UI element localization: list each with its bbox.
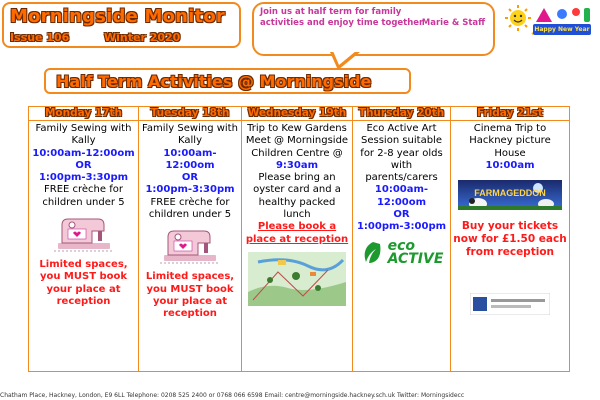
meeting-point: Meet @ Morningside Children Centre @ [245, 135, 349, 159]
welcome-message: Join us at half term for family activities and enjoy time together [260, 7, 424, 28]
sun-icon [505, 5, 531, 31]
day-cell-thursday [353, 121, 450, 371]
sewing-machine-icon [158, 225, 222, 265]
partner-logo-icon [470, 293, 550, 315]
eco-logo-line2: ACTIVE [387, 250, 444, 267]
speech-bubble-tail-fill [333, 51, 356, 65]
booking-warning: Limited spaces, you MUST book your place at reception [145, 271, 235, 320]
activity-title: Family Sewing with Kally [142, 123, 238, 147]
day-header-friday: Friday 21st [451, 107, 569, 121]
event-time: 10:00am [485, 159, 535, 171]
day-header-thursday: Thursday 20th [353, 107, 450, 121]
day-cell-monday [29, 121, 138, 371]
activity-title: Cinema Trip to Hackney picture House [469, 123, 551, 159]
film-poster-icon [458, 180, 562, 210]
day-column-tuesday [139, 107, 242, 371]
contact-footer: Chatham Place, Hackney, London, E9 6LL Telephone: 0208 525 2400 or 0768 066 6598 Email: centre@morningside.hackney.sch.uk Twitter: Morningsidecc [0, 392, 465, 399]
session-time-afternoon: 1:00pm-3:00pm [356, 221, 447, 233]
or-separator: OR [181, 172, 199, 184]
issue-season: Winter 2020 [104, 31, 181, 44]
day-cell-tuesday [139, 121, 241, 371]
ticket-info: Buy your tickets now for £1.50 each from reception [453, 220, 567, 259]
newsletter-title: Morningside Monitor [10, 6, 225, 27]
film-title: FARMAGEDDON [474, 188, 546, 199]
eco-active-logo [355, 237, 448, 267]
day-cell-friday [451, 121, 569, 371]
masthead-box [2, 2, 241, 48]
or-separator: OR [393, 209, 410, 221]
day-header-tuesday: Tuesday 18th [139, 107, 241, 121]
creche-note: FREE crèche for children under 5 [42, 184, 125, 208]
activity-title: Trip to Kew Gardens [247, 123, 347, 134]
activity-title: Family Sewing with Kally [35, 123, 132, 147]
day-column-monday [29, 107, 139, 371]
eco-logo-line1: eco [387, 237, 415, 254]
session-time-morning: 10:00am-12:00om [374, 184, 429, 208]
day-column-thursday [353, 107, 451, 371]
day-cell-wednesday [242, 121, 352, 371]
welcome-signature: Marie & Staff [421, 18, 485, 28]
kew-gardens-map-icon [248, 252, 346, 306]
sewing-machine-icon [52, 213, 116, 253]
booking-link[interactable]: Please book a place at reception [245, 221, 349, 245]
day-header-monday: Monday 17th [29, 107, 138, 121]
activity-title: Eco Active Art Session suitable for 2-8 year olds with parents/carers [360, 123, 443, 184]
section-title: Half Term Activities @ Morningside [56, 72, 372, 91]
section-header-box [44, 68, 411, 94]
session-time-afternoon: 1:00pm-3:30pm [145, 184, 235, 196]
day-header-wednesday: Wednesday 19th [242, 107, 352, 121]
session-time-morning: 10:00am-12:00om [32, 147, 135, 159]
happy-new-year-badge: Happy New Year [534, 26, 590, 33]
eco-leaf-icon [360, 240, 386, 266]
booking-warning: Limited spaces, you MUST book your place at reception [39, 259, 128, 307]
meeting-time: 9:30am [275, 159, 319, 171]
welcome-speech-bubble [252, 2, 495, 56]
or-separator: OR [75, 159, 92, 171]
day-column-wednesday [242, 107, 353, 371]
session-time-morning: 10:00am-12:00om [163, 147, 217, 171]
bring-items-note: Please bring an oyster card and a healthy packed lunch [253, 172, 341, 221]
activities-timetable [28, 106, 570, 372]
issue-number: Issue 106 [10, 31, 70, 44]
creche-note: FREE crèche for children under 5 [148, 196, 232, 221]
day-column-friday [451, 107, 569, 371]
session-time-afternoon: 1:00pm-3:30pm [38, 172, 129, 184]
